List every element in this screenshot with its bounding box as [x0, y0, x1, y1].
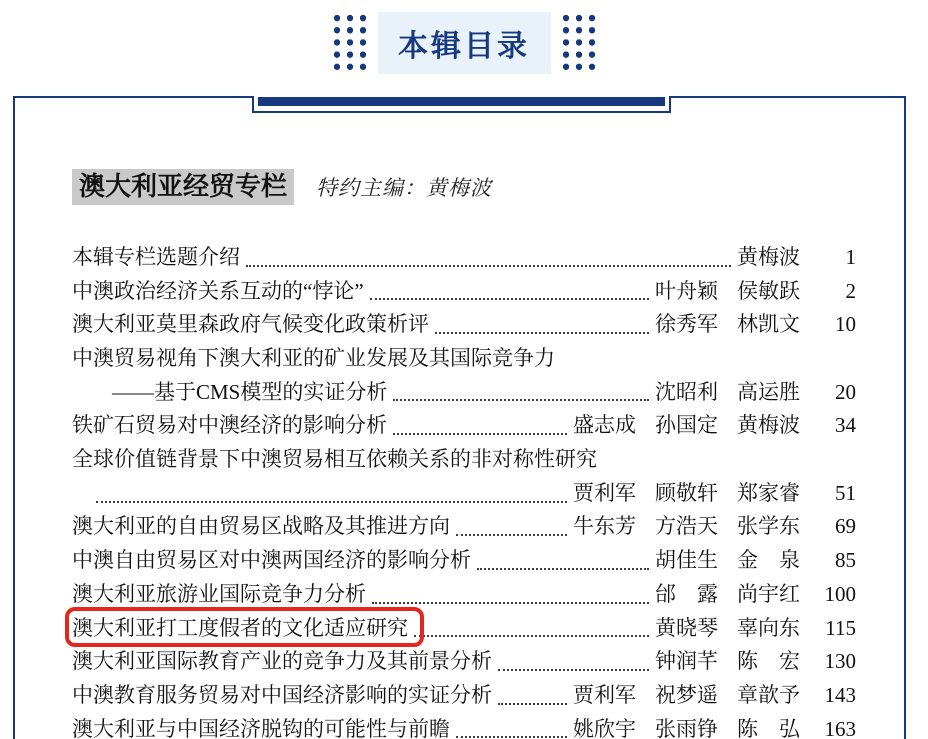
toc-entry-author: 高运胜: [737, 379, 800, 404]
toc-entry-author: 黄晓琴: [655, 615, 718, 640]
page-title: 本辑目录: [378, 12, 551, 74]
author-group: [573, 409, 800, 443]
toc-entry-author: 孙国定: [655, 413, 718, 438]
author-group: [655, 376, 800, 410]
toc-entry-title: [72, 713, 450, 739]
author-group: [573, 713, 800, 739]
toc-entry-author: 章歆予: [737, 682, 800, 707]
toc-entry-author: 金 泉: [737, 548, 800, 573]
toc-entry-author: 牛东芳: [573, 514, 636, 539]
toc-row: [72, 612, 856, 646]
dotted-leader: [393, 399, 649, 401]
toc-row: [72, 443, 856, 477]
dot-grid-right-icon: [562, 14, 596, 73]
toc-entry-title-text: 本辑专栏选题介绍: [72, 244, 240, 269]
toc-row: [72, 511, 856, 545]
toc-row: [72, 241, 856, 275]
toc-entry-author: 黄梅波: [737, 413, 800, 438]
toc-entry-title-text: 澳大利亚国际教育产业的竞争力及其前景分析: [72, 649, 492, 674]
section-title: 澳大利亚经贸专栏: [72, 169, 294, 205]
section-heading: [72, 166, 856, 203]
toc-entry-author: 张雨铮: [655, 716, 718, 739]
toc-entry-author: 贾利军: [573, 480, 636, 505]
author-group: [655, 578, 800, 612]
dotted-leader: [456, 534, 567, 536]
toc-row: [72, 409, 856, 443]
toc-entry-author: 叶舟颖: [655, 278, 718, 303]
toc-entry-page: 69: [835, 514, 856, 539]
toc-entry-title: [112, 376, 387, 410]
toc-entry-page: 20: [835, 379, 856, 404]
toc-entry-title: [72, 409, 387, 443]
toc-entry-page: 1: [845, 244, 856, 269]
toc-row: [72, 342, 856, 376]
toc-entry-title-text: 澳大利亚与中国经济脱钩的可能性与前瞻: [72, 716, 450, 739]
author-group: [655, 544, 800, 578]
toc-entry-title-text: 中澳教育服务贸易对中国经济影响的实证分析: [72, 682, 492, 707]
toc-entry-author: 顾敬轩: [655, 480, 718, 505]
navy-accent-bar: [258, 97, 665, 106]
toc-row: [72, 308, 856, 342]
toc-entry-title: [72, 612, 408, 646]
toc-entry-author: 邰 露: [655, 581, 718, 606]
toc-entry-title-text: 澳大利亚莫里森政府气候变化政策析评: [72, 312, 429, 337]
toc-entry-title: [72, 578, 366, 612]
toc-entry-page: 143: [824, 682, 856, 707]
toc-entry-author: 盛志成: [573, 413, 636, 438]
contents-card: [13, 96, 906, 739]
card-content: [15, 96, 904, 739]
dotted-leader: [370, 298, 649, 300]
toc-entry-author: 贾利军: [573, 682, 636, 707]
toc-entry-page: 51: [835, 480, 856, 505]
toc-entry-title-text: 全球价值链背景下中澳贸易相互依赖关系的非对称性研究: [72, 447, 597, 472]
card-border-top-left: [15, 96, 252, 98]
toc-header: [0, 0, 928, 78]
toc-entry-author: 胡佳生: [655, 548, 718, 573]
toc-row: [72, 645, 856, 679]
toc-entry-title-text: 中澳自由贸易区对中澳两国经济的影响分析: [72, 548, 471, 573]
author-group: [655, 612, 800, 646]
toc-entry-title-text: 澳大利亚打工度假者的文化适应研究: [72, 615, 408, 640]
toc-entry-author: 徐秀军: [655, 312, 718, 337]
dotted-leader: [393, 433, 567, 435]
toc-entry-title-text: 中澳贸易视角下澳大利亚的矿业发展及其国际竞争力: [72, 346, 555, 371]
author-group: [573, 510, 800, 544]
toc-entry-title-text: 铁矿石贸易对中澳经济的影响分析: [72, 413, 387, 438]
toc-entry-title: [72, 645, 492, 679]
toc-list: [72, 241, 856, 739]
toc-entry-author: 钟润芊: [655, 649, 718, 674]
author-group: [573, 477, 800, 511]
toc-row: [72, 477, 856, 511]
dotted-leader: [435, 332, 649, 334]
toc-entry-title: [72, 443, 597, 477]
toc-entry-author: 尚宇红: [737, 581, 800, 606]
toc-entry-page: 34: [835, 413, 856, 438]
toc-entry-author: 张学东: [737, 514, 800, 539]
toc-row: [72, 376, 856, 410]
author-group: [655, 275, 800, 309]
toc-row: [72, 544, 856, 578]
dot-grid-left-icon: [333, 14, 367, 73]
author-group: [737, 241, 800, 275]
toc-entry-title: [72, 544, 471, 578]
dotted-leader: [96, 501, 567, 503]
toc-entry-author: 沈昭利: [655, 379, 718, 404]
toc-entry-title: [72, 241, 240, 275]
toc-entry-title: [72, 510, 450, 544]
dotted-leader: [246, 265, 731, 267]
card-border-top-right: [667, 96, 904, 98]
toc-entry-author: 辜向东: [737, 615, 800, 640]
toc-entry-author: 姚欣宇: [573, 716, 636, 739]
toc-entry-author: 林凯文: [737, 312, 800, 337]
toc-entry-author: 方浩天: [655, 514, 718, 539]
dotted-leader: [498, 703, 567, 705]
dotted-leader: [372, 602, 649, 604]
toc-entry-title-text: 澳大利亚的自由贸易区战略及其推进方向: [72, 514, 450, 539]
dotted-leader: [498, 669, 649, 671]
toc-entry-page: 115: [825, 615, 856, 640]
toc-entry-page: 10: [835, 312, 856, 337]
author-group: [573, 679, 800, 713]
toc-entry-author: 黄梅波: [737, 244, 800, 269]
toc-row: [72, 713, 856, 739]
toc-entry-page: 85: [835, 548, 856, 573]
toc-entry-page: 163: [824, 716, 856, 739]
toc-entry-author: 陈 弘: [737, 716, 800, 739]
toc-row: [72, 275, 856, 309]
toc-row: [72, 679, 856, 713]
author-group: [655, 308, 800, 342]
toc-entry-author: 郑家睿: [737, 480, 800, 505]
toc-entry-title-text: 澳大利亚旅游业国际竞争力分析: [72, 581, 366, 606]
dotted-leader: [456, 736, 567, 738]
dotted-leader: [414, 635, 649, 637]
toc-entry-title-text: 中澳政治经济关系互动的“悖论”: [72, 278, 364, 303]
author-group: [655, 645, 800, 679]
toc-entry-page: 2: [845, 278, 856, 303]
section-editor: 特约主编：黄梅波: [316, 176, 493, 200]
toc-entry-author: 陈 宏: [737, 649, 800, 674]
toc-entry-title-text: ——基于CMS模型的实证分析: [112, 379, 388, 404]
toc-row: [72, 578, 856, 612]
toc-entry-title: [72, 679, 492, 713]
toc-entry-title: [72, 275, 364, 309]
dotted-leader: [477, 568, 649, 570]
toc-entry-author: 祝梦遥: [655, 682, 718, 707]
toc-entry-title: [72, 342, 555, 376]
toc-entry-page: 130: [824, 649, 856, 674]
toc-entry-author: 侯敏跃: [737, 278, 800, 303]
toc-entry-page: 100: [824, 581, 856, 606]
toc-entry-title: [72, 308, 429, 342]
